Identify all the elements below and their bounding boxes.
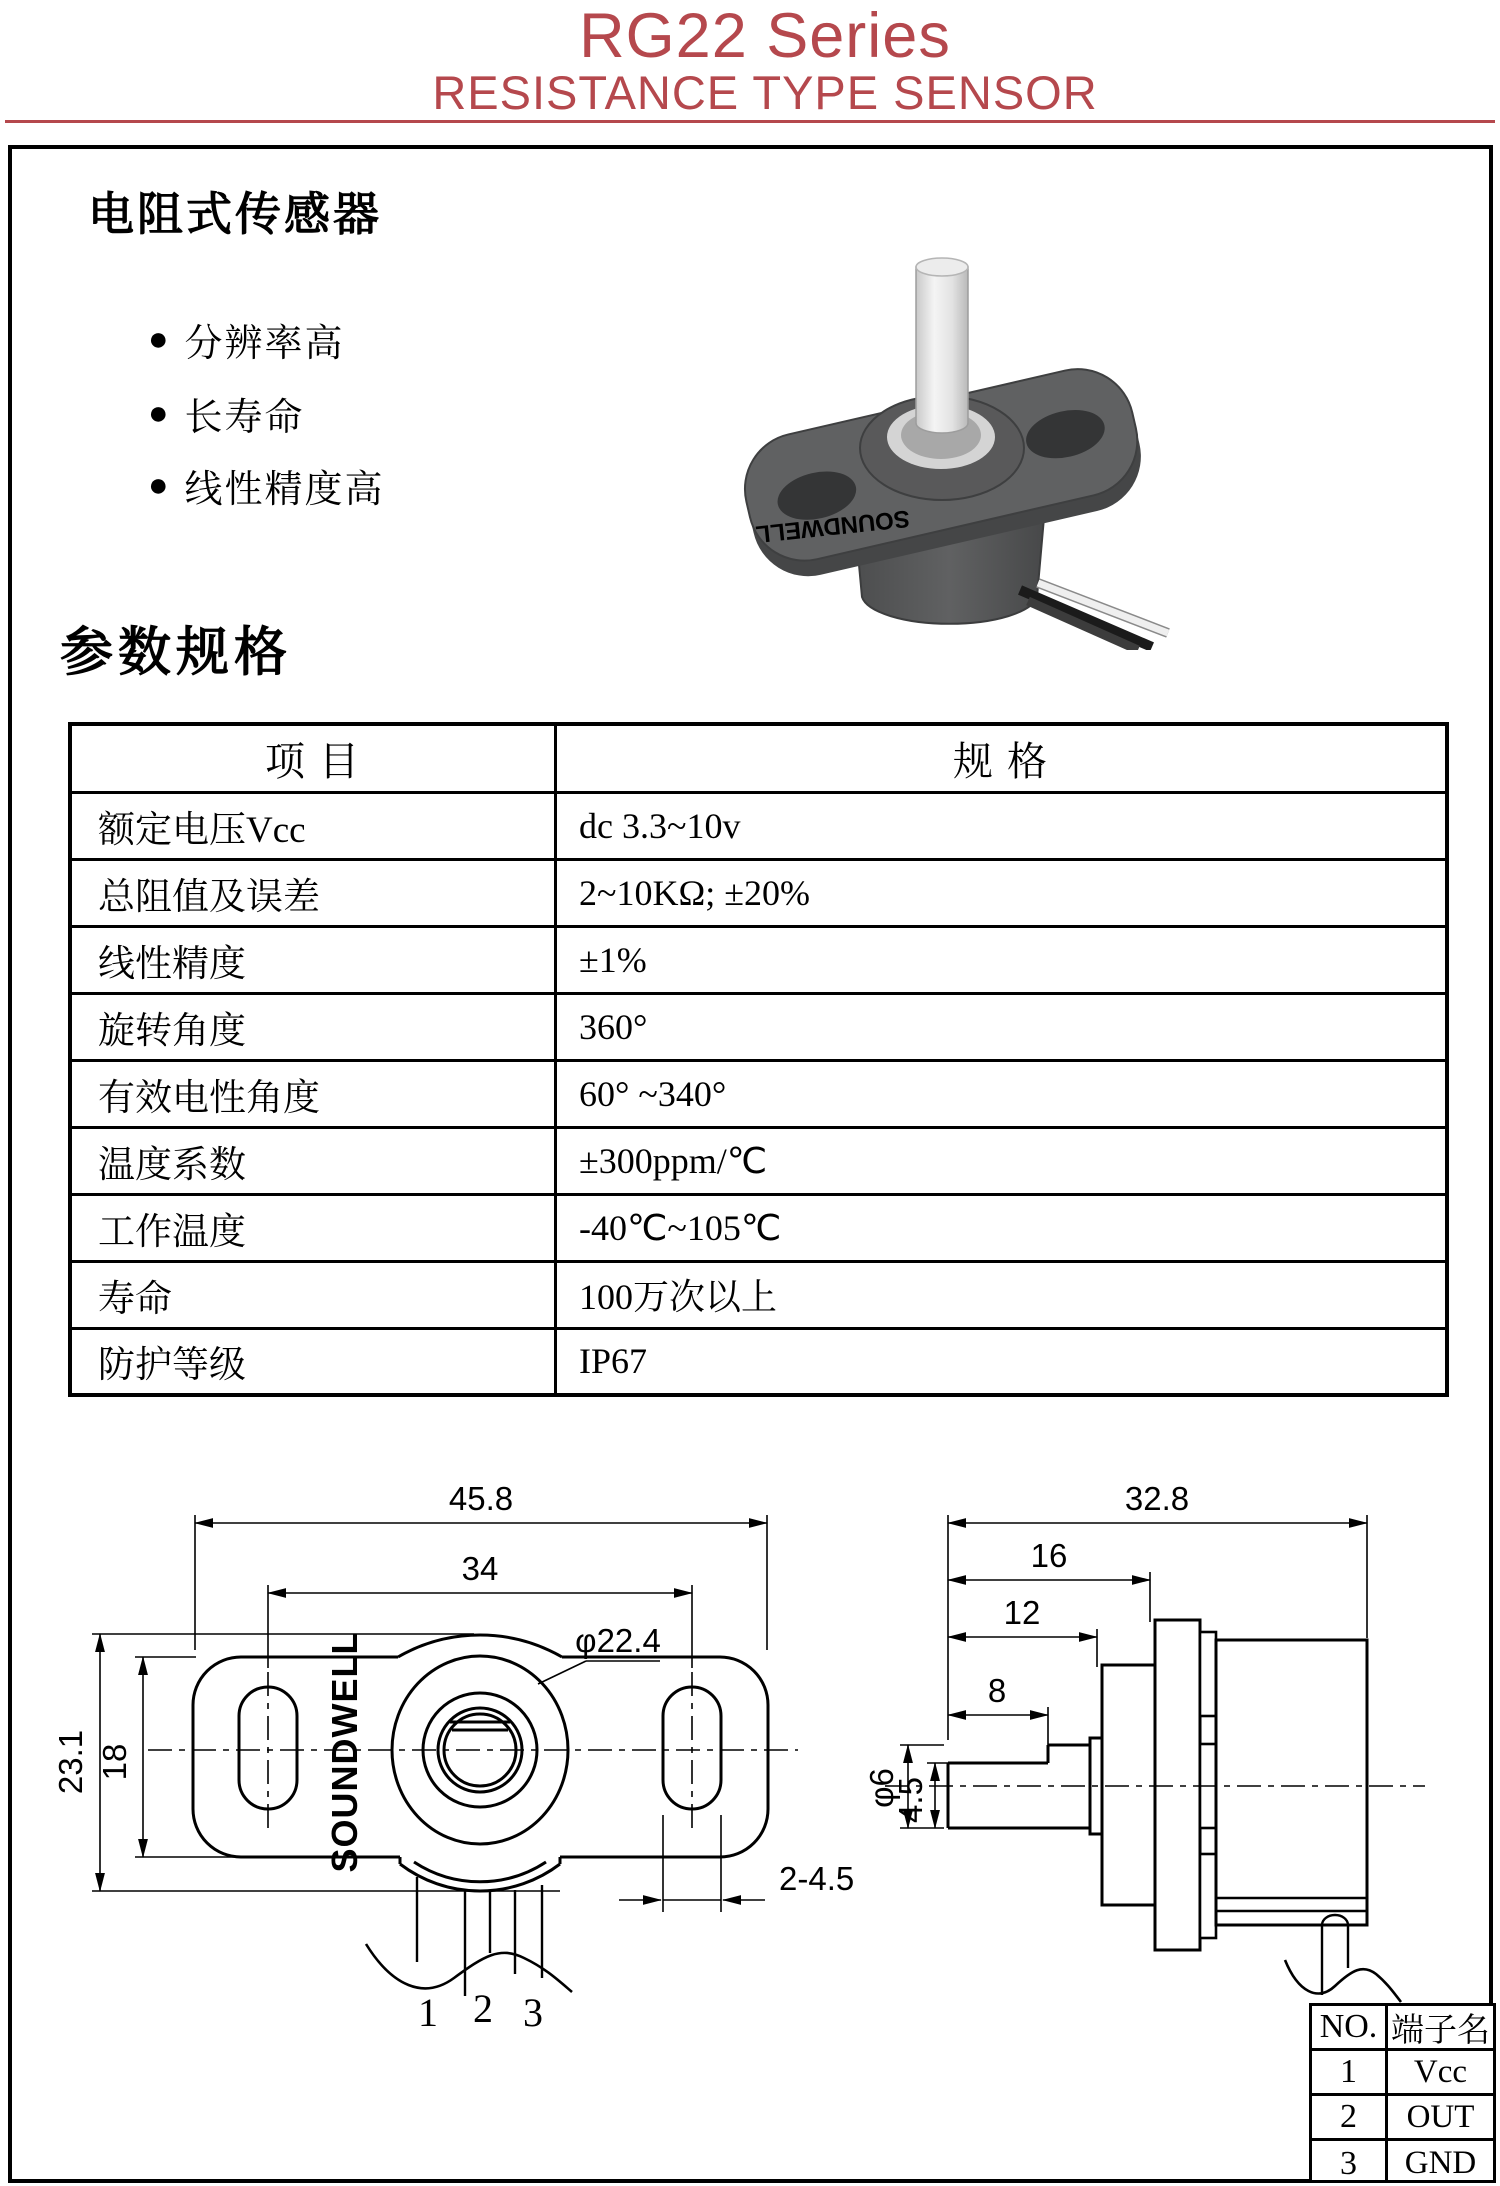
- spec-item: 总阻值及误差: [70, 859, 556, 926]
- spec-item: 额定电压Vcc: [70, 792, 556, 859]
- spec-header-spec: 规 格: [556, 724, 1448, 792]
- sensor-shaft: [916, 267, 968, 433]
- side-dim-flat-height: 4.5: [892, 1777, 929, 1823]
- spec-value: ±300ppm/℃: [556, 1127, 1448, 1194]
- page-subtitle: RESISTANCE TYPE SENSOR: [432, 66, 1098, 119]
- feature-item: [148, 458, 385, 513]
- header: [0, 1, 1500, 119]
- front-dim-total-width: 45.8: [448, 1480, 514, 1517]
- spec-header-row: [70, 724, 1447, 792]
- spec-value: 60° ~340°: [556, 1060, 1448, 1127]
- terminal-no: 3: [1312, 2141, 1388, 2183]
- bullet-icon: ●: [148, 466, 171, 504]
- spec-item: 寿命: [70, 1261, 556, 1328]
- table-row: [70, 1328, 1447, 1395]
- table-row: [70, 792, 1447, 859]
- terminal-header-row: [1312, 2006, 1493, 2051]
- side-dim-total-depth: 32.8: [1124, 1480, 1190, 1517]
- bullet-icon: ●: [148, 320, 171, 358]
- front-dim-total-height: 23.1: [52, 1729, 89, 1795]
- feature-label: 长寿命: [184, 397, 305, 439]
- terminal-name: OUT: [1406, 2098, 1475, 2135]
- table-row: [1312, 2096, 1493, 2141]
- table-row: [70, 859, 1447, 926]
- front-dim-hole-span: 34: [461, 1550, 499, 1587]
- table-row: [70, 1060, 1447, 1127]
- side-view-drawing: [885, 1515, 1425, 2002]
- side-dim-body-depth: 16: [1030, 1537, 1068, 1574]
- spec-value: 360°: [556, 993, 1448, 1060]
- table-row: [70, 1127, 1447, 1194]
- page-title: RG22 Series: [579, 1, 951, 71]
- spec-item: 旋转角度: [70, 993, 556, 1060]
- terminal-label-3: 3: [523, 1990, 543, 2035]
- terminal-label-2: 2: [473, 1986, 493, 2031]
- terminal-name: GND: [1404, 2145, 1477, 2181]
- terminal-label-1: 1: [418, 1990, 438, 2035]
- product-title-cn: 电阻式传感器: [88, 188, 382, 240]
- table-row: [1312, 2051, 1493, 2096]
- side-dim-shaft-dia: φ6: [863, 1768, 900, 1808]
- spec-item: 防护等级: [70, 1328, 556, 1395]
- specs-heading: 参数规格: [60, 623, 292, 682]
- table-row: [70, 1261, 1447, 1328]
- terminal-table: [1309, 2003, 1496, 2183]
- front-view-drawing: [92, 1515, 798, 1996]
- header-rule: [5, 120, 1495, 123]
- spec-value: ±1%: [556, 926, 1448, 993]
- terminal-name: Vcc: [1413, 2053, 1468, 2090]
- technical-drawings: [0, 1440, 1500, 2186]
- terminal-header-no: NO.: [1312, 2006, 1388, 2048]
- front-dim-boss-dia: φ22.4: [575, 1622, 661, 1659]
- table-row: [70, 926, 1447, 993]
- spec-value: 2~10KΩ; ±20%: [556, 859, 1448, 926]
- table-row: [1312, 2141, 1493, 2183]
- table-row: [70, 1194, 1447, 1261]
- side-dim-front-depth: 12: [1003, 1594, 1041, 1631]
- front-brand-text: SOUNDWELL: [324, 1631, 365, 1873]
- terminal-no: 1: [1312, 2051, 1388, 2093]
- terminal-no: 2: [1312, 2096, 1388, 2138]
- spec-item: 线性精度: [70, 926, 556, 993]
- feature-label: 分辨率高: [184, 323, 345, 365]
- spec-item: 有效电性角度: [70, 1060, 556, 1127]
- spec-table: [68, 722, 1449, 1397]
- feature-label: 线性精度高: [184, 469, 385, 511]
- spec-value: -40℃~105℃: [556, 1194, 1448, 1261]
- bullet-icon: ●: [148, 394, 171, 432]
- spec-value: dc 3.3~10v: [556, 792, 1448, 859]
- spec-value: 100万次以上: [556, 1261, 1448, 1328]
- sensor-wire-gray: [1028, 601, 1138, 650]
- sensor-brand-text: SOUNDWELL: [754, 504, 911, 548]
- front-dim-hole-width: 2-4.5: [779, 1860, 855, 1897]
- front-dim-plate-height: 18: [96, 1743, 133, 1781]
- sensor-photo: [690, 205, 1190, 650]
- spec-item: 温度系数: [70, 1127, 556, 1194]
- terminal-header-name: 端子名: [1391, 2012, 1490, 2049]
- spec-value: IP67: [556, 1328, 1448, 1395]
- side-dim-shaft-flat: 8: [987, 1672, 1007, 1709]
- spec-item: 工作温度: [70, 1194, 556, 1261]
- table-row: [70, 993, 1447, 1060]
- feature-item: [148, 386, 305, 441]
- sensor-shaft-top: [916, 258, 968, 276]
- feature-item: [148, 312, 345, 367]
- spec-header-item: 项 目: [70, 724, 556, 792]
